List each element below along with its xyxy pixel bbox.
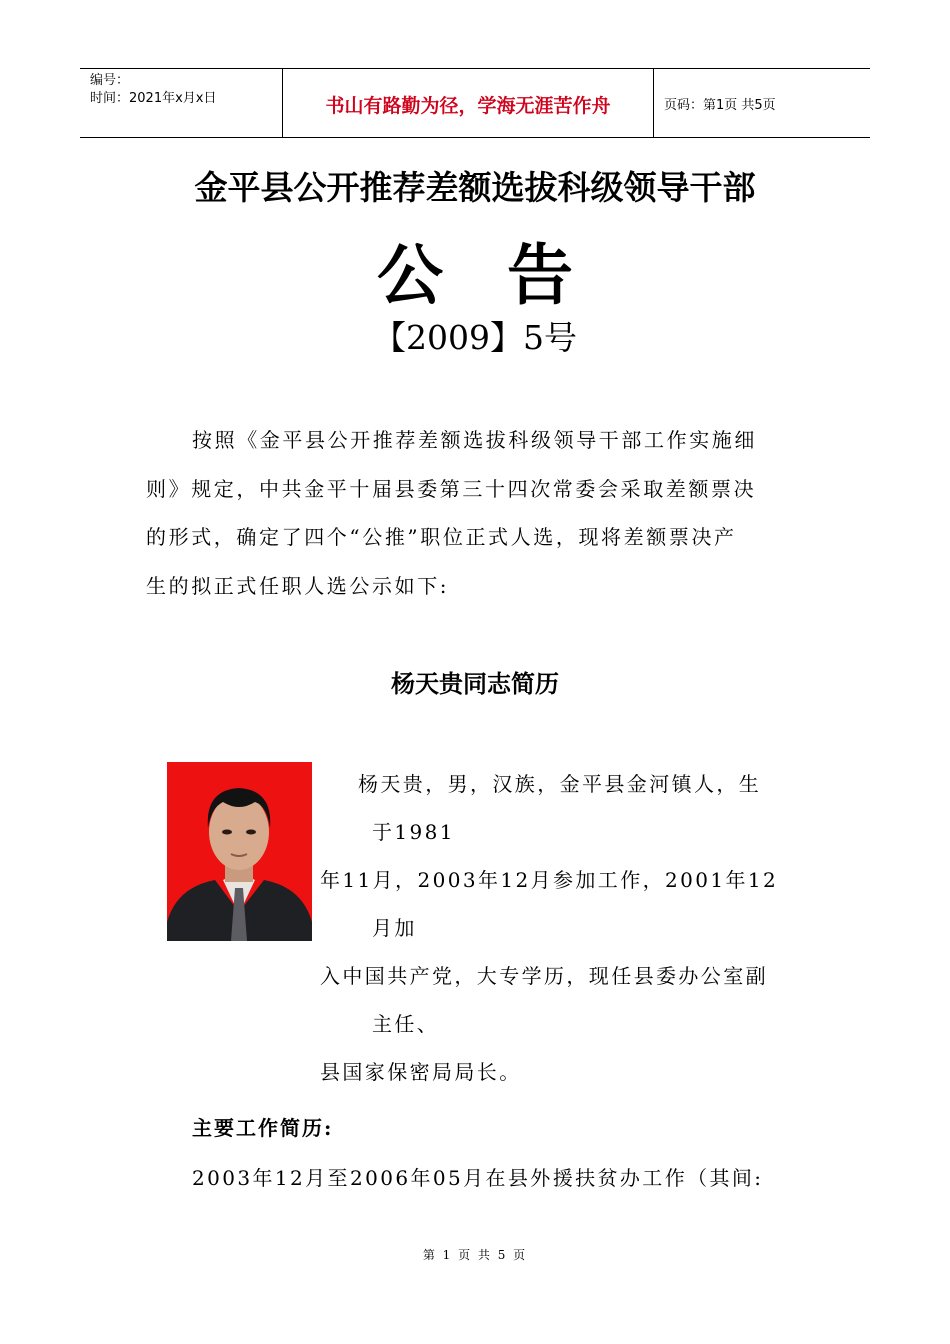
intro-line: 则》规定，中共金平十届县委第三十四次常委会采取差额票决 <box>146 476 757 501</box>
work-history-title: 主要工作简历: <box>192 1116 334 1140</box>
bio-line: 月加 <box>372 916 417 940</box>
page-footer: 第 1 页 共 5 页 <box>422 1248 528 1262</box>
intro-line: 生的拟正式任职人选公示如下: <box>146 573 450 598</box>
profile-title: 杨天贵同志简历 <box>391 669 559 698</box>
intro-paragraph <box>146 416 806 610</box>
header-page-label: 页码：第1页 共5页 <box>664 97 776 113</box>
work-history-line: 2003年12月至2006年05月在县外援扶贫办工作（其间: <box>192 1166 764 1190</box>
document-number: 【2009】5号 <box>373 318 577 357</box>
portrait-photo <box>167 762 312 941</box>
time-label: 时间：2021年x月x日 <box>90 91 217 106</box>
header-motto: 书山有路勤为径，学海无涯苦作舟 <box>282 69 654 137</box>
bio-line: 杨天贵，男，汉族，金平县金河镇人，生 <box>358 772 762 796</box>
bio-line: 年11月，2003年12月参加工作，2001年12 <box>320 868 779 892</box>
bio-line: 于1981 <box>372 820 455 844</box>
document-heading: 公告 <box>377 236 637 314</box>
intro-line: 的形式，确定了四个“公推”职位正式人选，现将差额票决产 <box>146 525 737 549</box>
bio-line: 入中国共产党，大专学历，现任县委办公室副 <box>320 964 768 988</box>
document-title: 金平县公开推荐差额选拔科级领导干部 <box>194 168 756 207</box>
header-table <box>80 68 870 138</box>
bio-line: 县国家保密局局长。 <box>320 1060 522 1084</box>
bio-text <box>320 765 810 1101</box>
header-meta <box>80 69 282 137</box>
bio-line: 主任、 <box>372 1012 440 1036</box>
intro-line: 按照《金平县公开推荐差额选拔科级领导干部工作实施细 <box>192 428 757 452</box>
number-label: 编号： <box>90 73 130 88</box>
